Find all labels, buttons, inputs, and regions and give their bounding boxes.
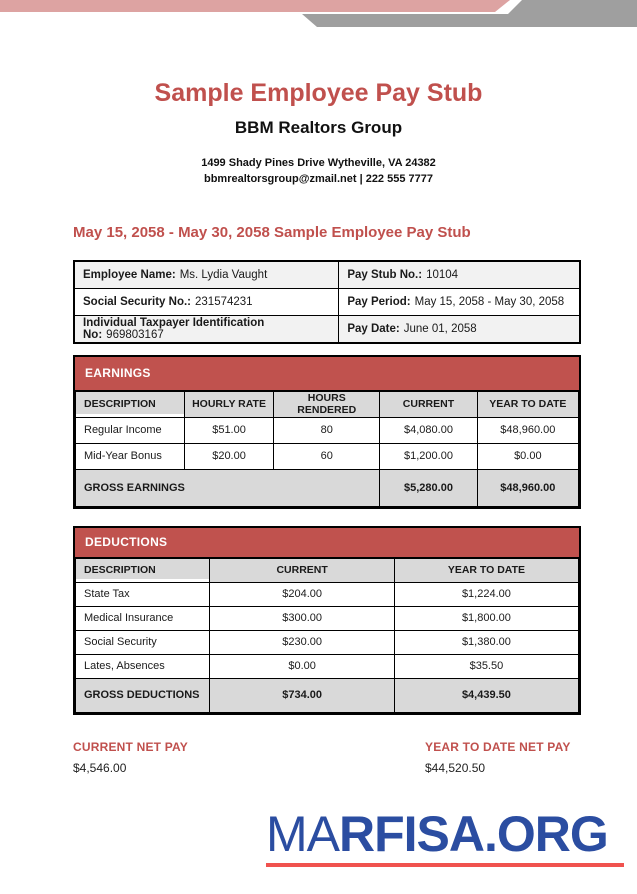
earnings-section bbox=[73, 355, 581, 509]
employee-name-cell bbox=[74, 261, 339, 289]
pay-date-cell bbox=[339, 315, 580, 343]
address-line-1: 1499 Shady Pines Drive Wytheville, VA 24382 bbox=[201, 156, 436, 169]
deductions-col-year-to-date: YEAR TO DATE bbox=[394, 558, 578, 582]
document-header bbox=[0, 80, 637, 187]
company-name: BBM Realtors Group bbox=[234, 117, 403, 137]
itin-label: Individual Taxpayer Identification No: bbox=[83, 316, 265, 341]
deduction-current: $0.00 bbox=[210, 654, 394, 678]
earnings-row-description: Regular Income bbox=[76, 417, 185, 443]
company-address bbox=[0, 155, 637, 187]
gross-deductions-ytd: $4,439.50 bbox=[394, 678, 578, 712]
banner-pink-shape bbox=[0, 0, 510, 12]
top-banner-decoration bbox=[0, 0, 637, 30]
deduction-description: Social Security bbox=[76, 630, 210, 654]
deduction-ytd: $1,800.00 bbox=[394, 606, 578, 630]
marfisa-logo bbox=[266, 806, 626, 867]
deduction-description: State Tax bbox=[76, 582, 210, 606]
earnings-col-hours-rendered: HOURS RENDERED bbox=[274, 391, 380, 417]
earnings-col-current: CURRENT bbox=[380, 391, 477, 417]
pay-period-cell bbox=[339, 288, 580, 315]
earnings-table bbox=[75, 391, 579, 507]
pay-period-value: May 15, 2058 - May 30, 2058 bbox=[414, 295, 565, 308]
deductions-total-row bbox=[76, 678, 579, 712]
deductions-table bbox=[75, 558, 579, 713]
deduction-current: $204.00 bbox=[210, 582, 394, 606]
earnings-row-hourly-rate: $20.00 bbox=[184, 443, 273, 469]
deduction-ytd: $1,380.00 bbox=[394, 630, 578, 654]
itin-cell bbox=[74, 315, 339, 343]
earnings-row-hourly-rate: $51.00 bbox=[184, 417, 273, 443]
pay-stub-no-label: Pay Stub No.: bbox=[347, 268, 423, 281]
deduction-ytd: $35.50 bbox=[394, 654, 578, 678]
earnings-total-row bbox=[76, 469, 579, 506]
employee-info-table bbox=[73, 260, 581, 344]
earnings-row-description: Mid-Year Bonus bbox=[76, 443, 185, 469]
employee-name-label: Employee Name: bbox=[83, 268, 176, 281]
table-row bbox=[76, 443, 579, 469]
earnings-row-hours: 60 bbox=[274, 443, 380, 469]
gross-earnings-current: $5,280.00 bbox=[380, 469, 477, 506]
earnings-col-year-to-date: YEAR TO DATE bbox=[477, 391, 578, 417]
earnings-row-ytd: $48,960.00 bbox=[477, 417, 578, 443]
page-title: Sample Employee Pay Stub bbox=[154, 79, 483, 107]
table-row bbox=[74, 315, 580, 343]
pay-date-label: Pay Date: bbox=[347, 322, 400, 335]
marfisa-logo-text bbox=[266, 806, 626, 862]
ytd-net-pay-block bbox=[425, 740, 581, 775]
earnings-col-description: DESCRIPTION bbox=[76, 391, 185, 417]
table-row bbox=[76, 654, 579, 678]
table-row bbox=[76, 606, 579, 630]
net-pay-section bbox=[73, 740, 581, 775]
ssn-label: Social Security No.: bbox=[83, 295, 192, 308]
deductions-title-bar: DEDUCTIONS bbox=[75, 528, 579, 558]
address-line-2: bbmrealtorsgroup@zmail.net | 222 555 7777 bbox=[203, 172, 433, 185]
earnings-header-row bbox=[76, 391, 579, 417]
ytd-net-pay-label: YEAR TO DATE NET PAY bbox=[425, 739, 571, 754]
deductions-col-current: CURRENT bbox=[210, 558, 394, 582]
earnings-row-hours: 80 bbox=[274, 417, 380, 443]
pay-period-label: Pay Period: bbox=[347, 295, 411, 308]
employee-name-value: Ms. Lydia Vaught bbox=[179, 268, 268, 281]
deductions-header-row bbox=[76, 558, 579, 582]
ytd-net-pay-value: $44,520.50 bbox=[425, 760, 486, 775]
current-net-pay-label: CURRENT NET PAY bbox=[73, 739, 189, 754]
pay-stub-no-cell bbox=[339, 261, 580, 289]
document-body bbox=[73, 224, 581, 775]
pay-date-value: June 01, 2058 bbox=[403, 322, 477, 335]
current-net-pay-value: $4,546.00 bbox=[73, 760, 127, 775]
earnings-row-current: $1,200.00 bbox=[380, 443, 477, 469]
earnings-title-bar: EARNINGS bbox=[75, 357, 579, 391]
deduction-description: Medical Insurance bbox=[76, 606, 210, 630]
deductions-section bbox=[73, 526, 581, 715]
table-row bbox=[76, 582, 579, 606]
deduction-ytd: $1,224.00 bbox=[394, 582, 578, 606]
pay-stub-no-value: 10104 bbox=[426, 268, 459, 281]
logo-underline bbox=[266, 863, 624, 867]
gross-earnings-label: GROSS EARNINGS bbox=[76, 469, 380, 506]
logo-part-rfisa-org: RFISA.ORG bbox=[339, 806, 608, 862]
logo-part-ma: MA bbox=[266, 806, 339, 862]
gross-deductions-label: GROSS DEDUCTIONS bbox=[76, 678, 210, 712]
deduction-description: Lates, Absences bbox=[76, 654, 210, 678]
table-row bbox=[74, 288, 580, 315]
gross-deductions-current: $734.00 bbox=[210, 678, 394, 712]
deductions-col-description: DESCRIPTION bbox=[76, 558, 210, 582]
gross-earnings-ytd: $48,960.00 bbox=[477, 469, 578, 506]
earnings-col-hourly-rate: HOURLY RATE bbox=[184, 391, 273, 417]
deduction-current: $300.00 bbox=[210, 606, 394, 630]
table-row bbox=[76, 630, 579, 654]
itin-value: 969803167 bbox=[106, 328, 164, 341]
table-row bbox=[76, 417, 579, 443]
current-net-pay-block bbox=[73, 740, 425, 775]
deduction-current: $230.00 bbox=[210, 630, 394, 654]
pay-period-heading: May 15, 2058 - May 30, 2058 Sample Employee Pay Stub bbox=[73, 223, 471, 241]
earnings-row-current: $4,080.00 bbox=[380, 417, 477, 443]
table-row bbox=[74, 261, 580, 289]
earnings-row-ytd: $0.00 bbox=[477, 443, 578, 469]
ssn-value: 231574231 bbox=[195, 295, 253, 308]
ssn-cell bbox=[74, 288, 339, 315]
